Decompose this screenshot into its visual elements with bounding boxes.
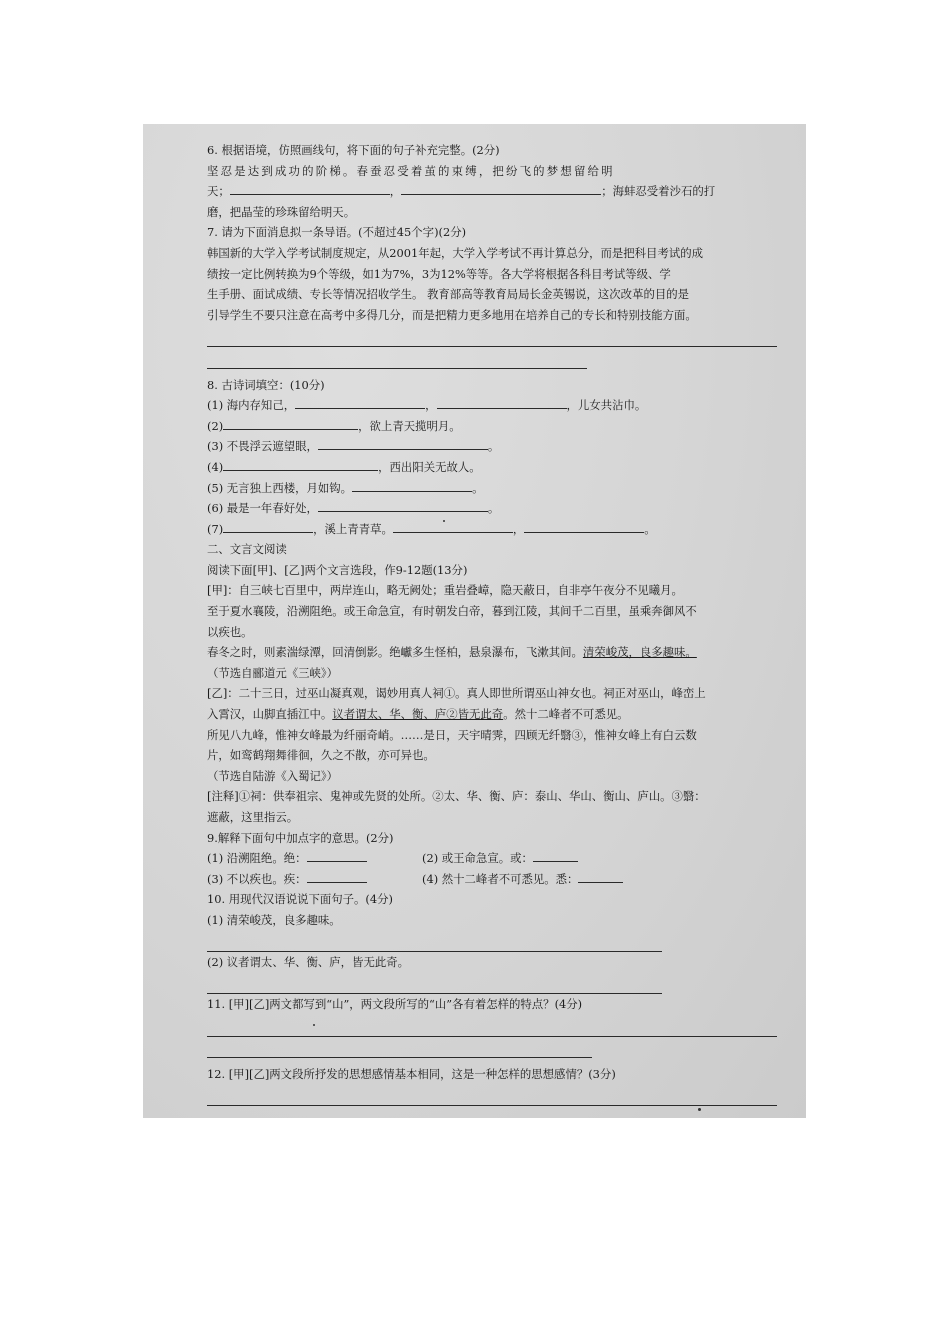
q8-item-5-end: 。 bbox=[472, 480, 484, 495]
q6-line2-start: 天； bbox=[207, 184, 230, 199]
q6-line2 bbox=[207, 181, 787, 202]
q7-news-3: 生手册、面试成绩、专长等情况招收学生。 教育部高等教育局局长金英锡说，这次改革的目的是 bbox=[207, 287, 690, 302]
q8-item-7-num: (7) bbox=[207, 521, 224, 536]
q10-title: 10. 用现代汉语说说下面句子。(4分) bbox=[207, 892, 393, 907]
exam-content bbox=[207, 140, 787, 1106]
q8-item-5-text: (5) 无言独上西楼，月如钩。 bbox=[207, 480, 353, 495]
passage-yi-3: 所见八九峰，惟神女峰最为纤丽奇峭。……是日，天宇晴霁，四顾无纤翳③，惟神女峰上有白云数 bbox=[207, 727, 697, 742]
q9-item-4: (4) 然十二峰者不可悉见。悉： bbox=[422, 871, 579, 886]
q10-sentence-1: (1) 清荣峻茂，良多趣味。 bbox=[207, 912, 341, 927]
q8-item-1-sep: ， bbox=[425, 398, 437, 413]
q8-item-5 bbox=[207, 478, 787, 499]
q11-title: 11. [甲][乙]两文都写到“山”，两文段所写的“山”各有着怎样的特点？(4分) bbox=[207, 997, 583, 1012]
q8-blank-7c bbox=[524, 519, 644, 533]
q8-blank-7b bbox=[393, 519, 513, 533]
q8-title: 8. 古诗词填空：(10分) bbox=[207, 377, 325, 392]
q6-line3: 磨，把晶莹的珍珠留给明天。 bbox=[207, 204, 356, 219]
q8-item-3-text: (3) 不畏浮云遮望眼， bbox=[207, 439, 318, 454]
q6-blank-2 bbox=[401, 181, 601, 195]
q10-sentence-2: (2) 议者谓太、华、衡、庐，皆无此奇。 bbox=[207, 955, 410, 970]
q8-item-4-text: ，西出阳关无故人。 bbox=[378, 459, 481, 474]
passage-jia-4 bbox=[207, 642, 787, 663]
annotation-2: 遮蔽，这里指云。 bbox=[207, 810, 299, 824]
q8-blank-3 bbox=[318, 436, 488, 450]
q9-item-1: (1) 沿溯阻绝。绝： bbox=[207, 851, 307, 866]
q9-blank-4 bbox=[578, 869, 623, 883]
passage-jia-source: （节选自郦道元《三峡》） bbox=[207, 665, 338, 680]
q8-item-6-text: (6) 最是一年春好处， bbox=[207, 501, 318, 516]
passage-yi-1: [乙]：二十三日，过巫山凝真观，谒妙用真人祠①。真人即世所谓巫山神女也。祠正对巫山，峰峦上 bbox=[207, 686, 706, 701]
q7-news-2: 绩按一定比例转换为9个等级，如1为7%，3为12%等等。各大学将根据各科目考试等级、学 bbox=[207, 266, 671, 281]
q8-item-2-text: ，欲上青天揽明月。 bbox=[358, 418, 461, 433]
q10-answer-line-2 bbox=[207, 973, 662, 995]
q7-title: 7. 请为下面消息拟一条导语。(不超过45个字)(2分) bbox=[207, 225, 467, 240]
q8-item-1-text: (1) 海内存知己， bbox=[207, 398, 296, 413]
q8-item-6-end: 。 bbox=[487, 501, 500, 516]
speck bbox=[443, 520, 445, 522]
q8-item-3-end: 。 bbox=[487, 439, 500, 454]
section-heading: 二、文言文阅读 bbox=[207, 542, 287, 557]
q6-line2-sep: ， bbox=[389, 184, 402, 199]
q8-blank-7a bbox=[223, 519, 313, 533]
passage-yi-underlined: 议者谓太、华、衡、庐②皆无此奇 bbox=[332, 707, 504, 722]
q6-blank-1 bbox=[230, 181, 390, 195]
q8-item-3 bbox=[207, 436, 787, 457]
passage-yi-2-end: 。然十二峰者不可悉见。 bbox=[503, 707, 629, 722]
passage-jia-1: [甲]：自三峡七百里中，两岸连山，略无阙处；重岩叠嶂，隐天蔽日，自非亭午夜分不见曦月。 bbox=[207, 583, 683, 598]
q8-item-7-sep: ， bbox=[512, 521, 525, 536]
q8-item-4 bbox=[207, 457, 787, 478]
q11-answer-line-1 bbox=[207, 1015, 777, 1037]
q10-answer-line-1 bbox=[207, 931, 662, 953]
q9-item-2: (2) 或王命急宣。或： bbox=[422, 851, 533, 866]
q12-answer-line bbox=[207, 1085, 777, 1107]
q8-blank-1b bbox=[437, 395, 567, 409]
q8-blank-4 bbox=[223, 457, 378, 471]
q8-blank-6 bbox=[318, 498, 488, 512]
passage-yi-4: 片，如鸾鹤翔舞徘徊，久之不散，亦可异也。 bbox=[207, 748, 435, 763]
q8-blank-2 bbox=[223, 416, 358, 430]
q8-blank-1a bbox=[295, 395, 425, 409]
annotation-1: [注释]①祠：供奉祖宗、鬼神或先贤的处所。②太、华、衡、庐：泰山、华山、衡山、庐山。③翳： bbox=[207, 789, 706, 804]
passage-yi-2 bbox=[207, 704, 787, 725]
q9-item-3: (3) 不以疾也。疾： bbox=[207, 871, 307, 886]
passage-jia-2: 至于夏水襄陵，沿溯阻绝。或王命急宣，有时朝发白帝，暮到江陵，其间千二百里，虽乘奔御风不 bbox=[207, 604, 697, 619]
q7-answer-line-1 bbox=[207, 325, 777, 347]
q7-news-4: 引导学生不要只注意在高考中多得几分，而是把精力更多地用在培养自己的专长和特别技能方面。 bbox=[207, 307, 697, 322]
speck bbox=[698, 1108, 701, 1111]
q9-title: 9.解释下面句中加点字的意思。(2分) bbox=[207, 830, 394, 845]
passage-jia-4-text: 春冬之时，则素湍绿潭，回清倒影。绝巘多生怪柏，悬泉瀑布，飞漱其间。 bbox=[207, 645, 583, 660]
q9-row-1 bbox=[207, 848, 787, 869]
q9-blank-2 bbox=[533, 848, 578, 862]
q8-blank-5 bbox=[352, 478, 472, 492]
q8-item-7-text: ，溪上青青草。 bbox=[313, 521, 393, 536]
q6-line1: 坚忍是达到成功的阶梯。春蚕忍受着茧的束缚，把纷飞的梦想留给明 bbox=[207, 163, 615, 178]
q11-answer-line-2 bbox=[207, 1037, 592, 1059]
q8-item-7-end: 。 bbox=[644, 521, 656, 536]
q9-blank-3 bbox=[307, 869, 367, 883]
speck bbox=[313, 1024, 315, 1026]
q6-line2-end: ；海蚌忍受着沙石的打 bbox=[601, 184, 716, 199]
q8-item-1 bbox=[207, 395, 787, 416]
section-intro: 阅读下面[甲]、[乙]两个文言选段，作9-12题(13分) bbox=[207, 562, 468, 577]
q9-row-2 bbox=[207, 869, 787, 890]
q8-item-2 bbox=[207, 416, 787, 437]
q9-blank-1 bbox=[307, 848, 367, 862]
q8-item-6 bbox=[207, 498, 787, 519]
q8-item-2-num: (2) bbox=[207, 418, 224, 433]
q7-answer-line-2 bbox=[207, 347, 587, 369]
q7-news-1: 韩国新的大学入学考试制度规定，从2001年起，大学入学考试不再计算总分，而是把科目考试的成 bbox=[207, 245, 704, 260]
q6-title: 6. 根据语境，仿照画线句，将下面的句子补充完整。(2分) bbox=[207, 143, 500, 157]
passage-jia-underlined: 清荣峻茂，良多趣味。 bbox=[582, 645, 697, 660]
passage-yi-source: （节选自陆游《入蜀记》） bbox=[207, 768, 338, 783]
scanned-exam-photo bbox=[143, 124, 806, 1118]
q8-item-4-num: (4) bbox=[207, 459, 224, 474]
q8-item-7 bbox=[207, 519, 787, 540]
q8-item-1-end: ，儿女共沾巾。 bbox=[566, 398, 647, 413]
q12-title: 12. [甲][乙]两文段所抒发的思想感情基本相同，这是一种怎样的思想感情？(3分) bbox=[207, 1067, 616, 1082]
passage-yi-2-text: 入霄汉，山脚直插江中。 bbox=[207, 707, 333, 722]
passage-jia-3: 以疾也。 bbox=[207, 624, 253, 639]
